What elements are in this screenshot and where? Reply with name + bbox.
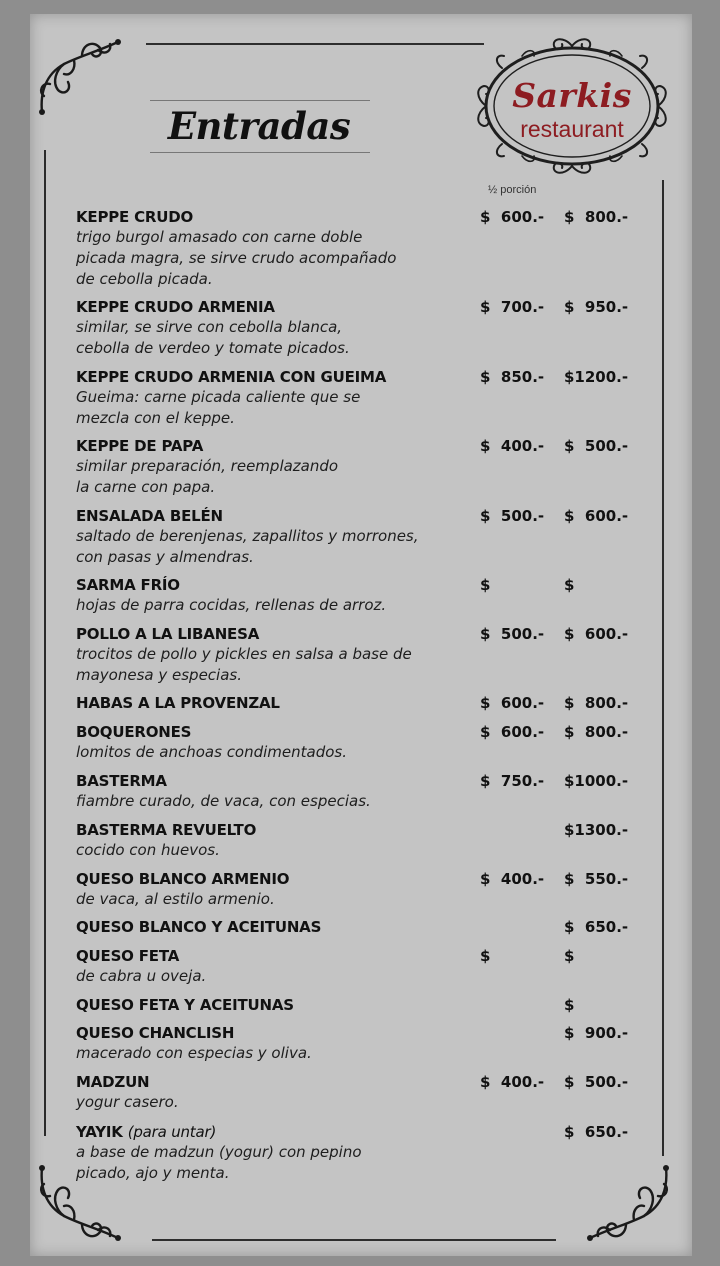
item-name: KEPPE DE PAPA xyxy=(76,437,204,455)
item-description: saltado de berenjenas, zapallitos y morrones, con pasas y almendras. xyxy=(76,527,419,566)
item-description: de cabra u oveja. xyxy=(76,967,207,985)
price-half-portion: $ 600.- xyxy=(480,208,545,226)
price-half-portion: $ xyxy=(480,576,491,594)
price-half-portion: $ 500.- xyxy=(480,507,545,525)
price-full-portion: $ 600.- xyxy=(564,507,629,525)
item-name: BASTERMA REVUELTO xyxy=(76,821,257,839)
item-note: (para untar) xyxy=(127,1123,217,1141)
bottom-rule xyxy=(152,1239,556,1241)
menu-item xyxy=(76,297,696,359)
item-name: HABAS A LA PROVENZAL xyxy=(76,694,280,712)
item-name: QUESO FETA Y ACEITUNAS xyxy=(76,996,294,1014)
item-description: a base de madzun (yogur) con pepino picado, ajo y menta. xyxy=(76,1143,362,1182)
menu-item xyxy=(76,506,696,568)
item-name: SARMA FRÍO xyxy=(76,576,180,594)
item-name: POLLO A LA LIBANESA xyxy=(76,625,260,643)
menu-item xyxy=(76,820,696,861)
item-description: similar, se sirve con cebolla blanca, cebolla de verdeo y tomate picados. xyxy=(76,318,350,357)
price-full-portion: $ 650.- xyxy=(564,1123,629,1141)
menu-item xyxy=(76,869,696,910)
price-full-portion: $ 800.- xyxy=(564,208,629,226)
section-title: Entradas xyxy=(167,104,351,148)
item-description: hojas de parra cocidas, rellenas de arroz. xyxy=(76,596,387,614)
logo-subtitle: restaurant xyxy=(520,116,624,142)
item-name-line xyxy=(76,946,696,966)
item-name: MADZUN xyxy=(76,1073,150,1091)
menu-item xyxy=(76,995,696,1015)
menu-item xyxy=(76,771,696,812)
item-description: Gueima: carne picada caliente que se mezcla con el keppe. xyxy=(76,388,361,427)
price-full-portion: $ xyxy=(564,576,575,594)
price-full-portion: $1000.- xyxy=(564,772,629,790)
price-full-portion: $ 650.- xyxy=(564,918,629,936)
item-description: similar preparación, reemplazando la carne con papa. xyxy=(76,457,339,496)
price-full-portion: $ 800.- xyxy=(564,694,629,712)
price-half-portion: $ 500.- xyxy=(480,625,545,643)
item-description: trigo burgol amasado con carne doble picada magra, se sirve crudo acompañado de cebolla picada. xyxy=(76,228,397,288)
price-half-portion: $ xyxy=(480,947,491,965)
price-full-portion: $ 900.- xyxy=(564,1024,629,1042)
menu-item xyxy=(76,575,696,616)
title-rule-bottom xyxy=(150,152,370,153)
menu-item xyxy=(76,624,696,686)
item-description: cocido con huevos. xyxy=(76,841,220,859)
price-full-portion: $ 950.- xyxy=(564,298,629,316)
price-full-portion: $1300.- xyxy=(564,821,629,839)
menu-item xyxy=(76,722,696,763)
item-name: ENSALADA BELÉN xyxy=(76,507,223,525)
corner-ornament-top-left-icon xyxy=(34,34,124,120)
item-description: macerado con especias y oliva. xyxy=(76,1044,312,1062)
restaurant-logo xyxy=(472,32,672,182)
menu-item xyxy=(76,207,696,290)
price-half-portion: $ 750.- xyxy=(480,772,545,790)
price-full-portion: $ xyxy=(564,947,575,965)
menu-item xyxy=(76,436,696,498)
price-half-portion: $ 400.- xyxy=(480,437,545,455)
menu-item xyxy=(76,1072,696,1113)
item-description: de vaca, al estilo armenio. xyxy=(76,890,275,908)
menu-item xyxy=(76,367,696,429)
price-full-portion: $ 500.- xyxy=(564,437,629,455)
menu-item xyxy=(76,917,696,937)
top-rule xyxy=(146,43,484,45)
price-full-portion: $ 800.- xyxy=(564,723,629,741)
menu-item xyxy=(76,946,696,987)
item-name-line xyxy=(76,575,696,595)
item-name: BASTERMA xyxy=(76,772,167,790)
price-half-portion: $ 700.- xyxy=(480,298,545,316)
menu-item xyxy=(76,1023,696,1064)
item-description: fiambre curado, de vaca, con especias. xyxy=(76,792,371,810)
item-name: QUESO CHANCLISH xyxy=(76,1024,235,1042)
menu-item xyxy=(76,693,696,713)
price-half-portion: $ 850.- xyxy=(480,368,545,386)
title-rule-top xyxy=(150,100,370,101)
item-description: trocitos de pollo y pickles en salsa a base de mayonesa y especias. xyxy=(76,645,412,684)
price-half-portion: $ 400.- xyxy=(480,870,545,888)
left-rule xyxy=(44,150,46,1136)
price-half-portion: $ 600.- xyxy=(480,723,545,741)
price-full-portion: $ 600.- xyxy=(564,625,629,643)
item-name: KEPPE CRUDO ARMENIA xyxy=(76,298,275,316)
item-description: yogur casero. xyxy=(76,1093,179,1111)
price-half-portion: $ 400.- xyxy=(480,1073,545,1091)
price-full-portion: $ 500.- xyxy=(564,1073,629,1091)
item-name: QUESO FETA xyxy=(76,947,180,965)
half-portion-header: ½ porción xyxy=(488,184,537,196)
price-full-portion: $ 550.- xyxy=(564,870,629,888)
menu-item xyxy=(76,1122,696,1184)
item-name: QUESO BLANCO Y ACEITUNAS xyxy=(76,918,322,936)
price-full-portion: $1200.- xyxy=(564,368,629,386)
item-name-line xyxy=(76,995,696,1015)
item-name: YAYIK xyxy=(76,1123,123,1141)
item-name: BOQUERONES xyxy=(76,723,192,741)
item-name: KEPPE CRUDO xyxy=(76,208,194,226)
item-name: KEPPE CRUDO ARMENIA CON GUEIMA xyxy=(76,368,387,386)
price-full-portion: $ xyxy=(564,996,575,1014)
item-description: lomitos de anchoas condimentados. xyxy=(76,743,348,761)
logo-name: Sarkis xyxy=(512,76,632,115)
price-half-portion: $ 600.- xyxy=(480,694,545,712)
item-name: QUESO BLANCO ARMENIO xyxy=(76,870,290,888)
